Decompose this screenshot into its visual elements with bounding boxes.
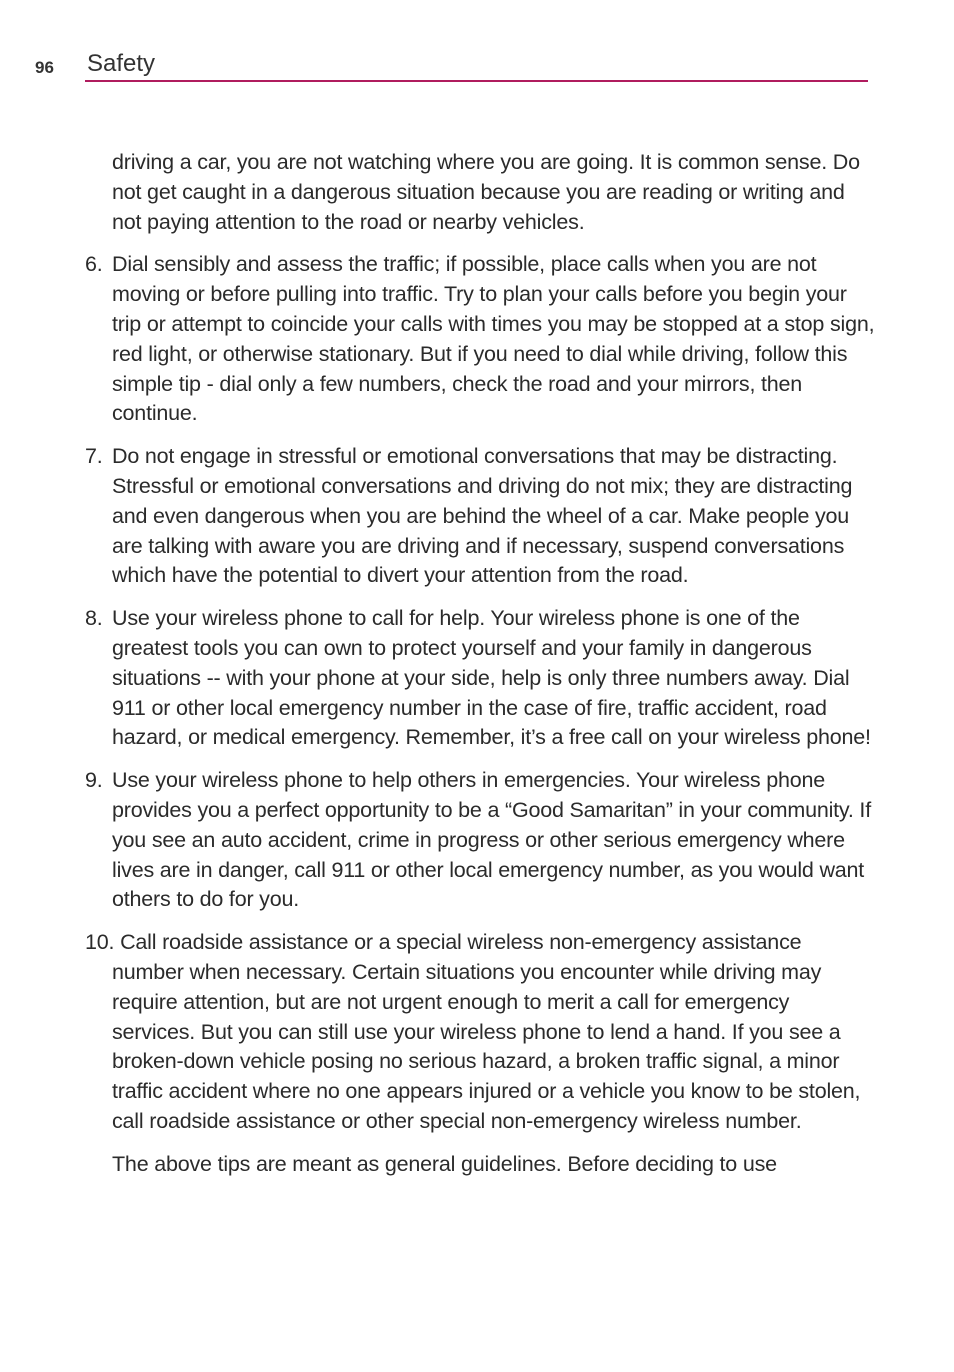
list-item-text-first-line: Call roadside assistance or a special wireless non-emergency assistance — [120, 930, 802, 955]
section-title: Safety — [87, 50, 156, 77]
list-item-10 — [85, 928, 875, 1137]
closing-paragraph: The above tips are meant as general guidelines. Before deciding to use — [112, 1151, 777, 1176]
list-item-9 — [85, 766, 875, 915]
page-number: 96 — [35, 58, 54, 77]
list-item-number: 9. — [85, 768, 103, 793]
list-item-text: number when necessary. Certain situations you encounter while driving may require attention, but are not urgent enough to merit a call for emergency services. But you can still use your wireless phone to lend a hand. If you see a broken-down vehicle posing no serious hazard, a broken traffic signal, a minor traffic accident where no one appears injured or a vehicle you know to be stolen, call roadside assistance or other special non-emergency wireless number. — [112, 959, 861, 1133]
list-item-text: Use your wireless phone to help others in emergencies. Your wireless phone provides you a perfect opportunity to be a “Good Samaritan” in your community. If you see an auto accident, crime in progress or other serious emergency where lives are in danger, call 911 or other local emergency number, as you would want others to do for you. — [112, 768, 871, 912]
header-divider — [85, 80, 868, 82]
list-item-7 — [85, 442, 875, 591]
list-item-8 — [85, 604, 875, 753]
intro-paragraph: driving a car, you are not watching where you are going. It is common sense. Do not get caught in a dangerous situation because you are reading or writing and not paying attention to the road or nearby vehicles. — [112, 150, 860, 234]
list-item-number: 6. — [85, 252, 103, 277]
list-item-number: 8. — [85, 606, 103, 631]
list-item-text: Dial sensibly and assess the traffic; if possible, place calls when you are not moving or before pulling into traffic. Try to plan your calls before you begin your trip or attempt to coincide your calls with times you may be stopped at a stop sign, red light, or otherwise stationary. But if you need to dial while driving, follow this simple tip - dial only a few numbers, check the road and your mirrors, then continue. — [112, 252, 875, 426]
list-item-text: Use your wireless phone to call for help. Your wireless phone is one of the greatest tools you can own to protect yourself and your family in dangerous situations -- with your phone at your side, help is only three numbers away. Dial 911 or other local emergency number in the case of fire, traffic accident, road hazard, or medical emergency. Remember, it’s a free call on your wireless phone! — [112, 606, 871, 750]
list-item-number: 7. — [85, 444, 103, 469]
list-item-6 — [85, 250, 875, 429]
page-header — [0, 0, 954, 90]
body-text — [85, 148, 875, 1193]
list-item-number: 10. — [85, 930, 115, 955]
list-item-text: Do not engage in stressful or emotional conversations that may be distracting. Stressful or emotional conversations and driving do not mix; they are distracting and even dangerous when you are behind the wheel of a car. Make people you are talking with aware you are driving and if necessary, suspend conversations which have the potential to divert your attention from the road. — [112, 444, 853, 588]
